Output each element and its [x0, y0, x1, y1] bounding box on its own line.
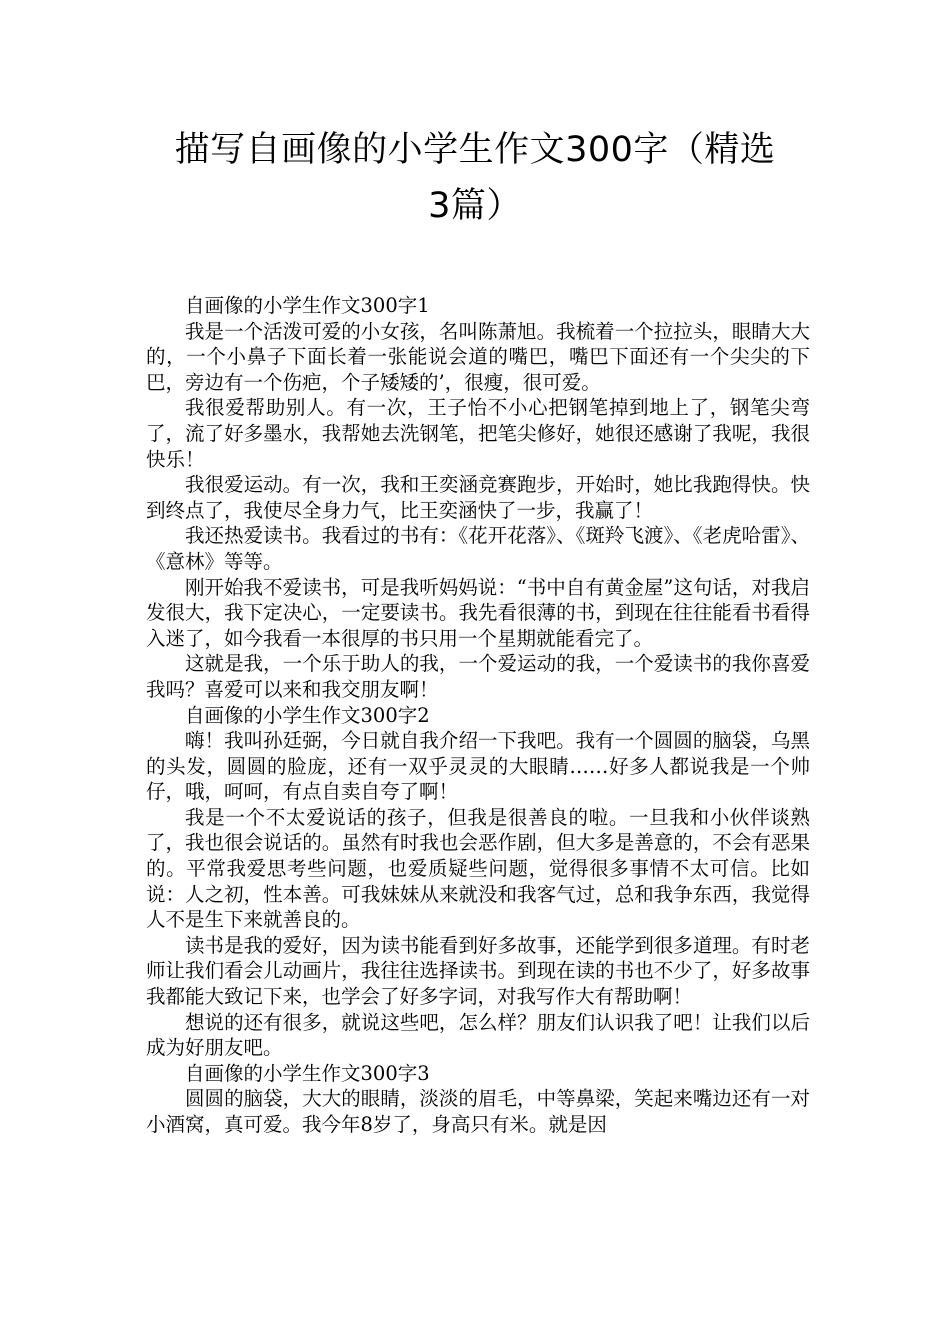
paragraph: 这就是我，一个乐于助人的我，一个爱运动的我，一个爱读书的我你喜爱我吗？喜爱可以来和我交朋友啊！ — [146, 652, 810, 701]
document-body — [146, 293, 810, 1138]
paragraph: 我是一个活泼可爱的小女孩，名叫陈萧旭。我梳着一个拉拉头，眼睛大大的，一个小鼻子下面长着一张能说会道的嘴巴，嘴巴下面还有一个尖尖的下巴，旁边有一个伤疤，个子矮矮的’，很瘦，很可爱。 — [146, 319, 810, 394]
paragraph: 我很爱运动。有一次，我和王奕涵竞赛跑步，开始时，她比我跑得快。快到终点了，我使尽全身力气，比王奕涵快了一步，我赢了！ — [146, 473, 810, 522]
paragraph: 圆圆的脑袋，大大的眼睛，淡淡的眉毛，中等鼻梁，笑起来嘴边还有一对小酒窝，真可爱。我今年8岁了，身高只有米。就是因 — [146, 1087, 810, 1136]
paragraph: 刚开始我不爱读书，可是我听妈妈说：“书中自有黄金屋”这句话，对我启发很大，我下定决心，一定要读书。我先看很薄的书，到现在往往能看书看得入迷了，如今我看一本很厚的书只用一个星期就能看完了。 — [146, 575, 810, 650]
title-line-2: 3篇） — [428, 186, 522, 226]
paragraph: 我还热爱读书。我看过的书有：《花开花落》、《斑羚飞渡》、《老虎哈雷》、《意林》等等。 — [146, 524, 810, 573]
section-heading-1: 自画像的小学生作文300字1 — [185, 294, 430, 317]
title-line-1: 描写自画像的小学生作文300字（精选 — [174, 130, 776, 170]
paragraph: 想说的还有很多，就说这些吧，怎么样？朋友们认识我了吧！让我们以后成为好朋友吧。 — [146, 1010, 810, 1060]
paragraph: 嗨！我叫孙廷弼，今日就自我介绍一下我吧。我有一个圆圆的脑袋，乌黑的头发，圆圆的脸庞，还有一双乎灵灵的大眼睛……好多人都说我是一个帅仔，哦，呵呵，有点自卖自夸了啊！ — [146, 729, 810, 804]
section-heading-3: 自画像的小学生作文300字3 — [185, 1061, 430, 1085]
section-heading-2: 自画像的小学生作文300字2 — [185, 703, 430, 727]
document-title — [140, 122, 810, 234]
paragraph: 我是一个不太爱说话的孩子，但我是很善良的啦。一旦我和小伙伴谈熟了，我也很会说话的。虽然有时我也会恶作剧，但大多是善意的，不会有恶果的。平常我爱思考些问题，也爱质疑些问题，觉得很多事情不太可信。比如说：人之初，性本善。可我妹妹从来就没和我客气过，总和我争东西，我觉得人不是生下来就善良的。 — [146, 805, 810, 932]
paragraph: 我很爱帮助别人。有一次，王子怡不小心把钢笔掉到地上了，钢笔尖弯了，流了好多墨水，我帮她去洗钢笔，把笔尖修好，她很还感谢了我呢，我很快乐！ — [146, 396, 810, 471]
paragraph: 读书是我的爱好，因为读书能看到好多故事，还能学到很多道理。有时老师让我们看会儿动画片，我往往选择读书。到现在读的书也不少了，好多故事我都能大致记下来，也学会了好多字词，对我写作大有帮助啊！ — [146, 933, 810, 1009]
